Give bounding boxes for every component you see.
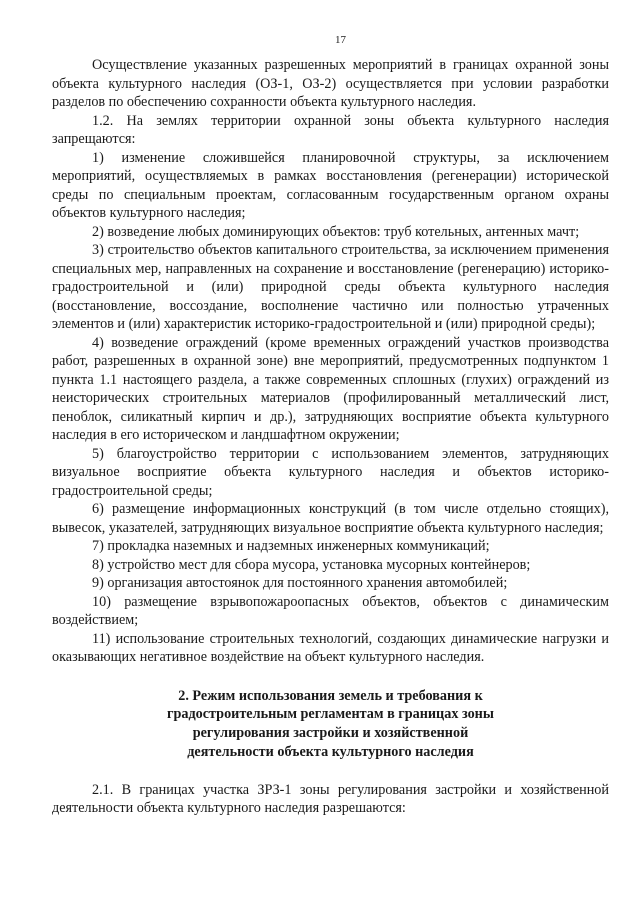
- list-item-prohibition-11: 11) использование строительных технологий, создающих динамические нагрузки и оказывающих негативное воздействие на объект культурного наследия.: [52, 630, 609, 665]
- paragraph-clause-2-1: 2.1. В границах участка ЗРЗ-1 зоны регулирования застройки и хозяйственной деятельности объекта культурного наследия разрешаются:: [52, 781, 609, 817]
- section-heading: [52, 687, 609, 762]
- list-item-prohibition-7: 7) прокладка наземных и надземных инженерных коммуникаций;: [92, 538, 490, 554]
- paragraph-clause-1-2: 1.2. На землях территории охранной зоны объекта культурного наследия запрещаются:: [52, 112, 609, 147]
- list-item-prohibition-10: 10) размещение взрывопожароопасных объектов, объектов с динамическим воздействием;: [52, 593, 609, 628]
- list-item-prohibition-1: 1) изменение сложившейся планировочной структуры, за исключением мероприятий, осуществляемых в рамках восстановления (регенерации) исторической среды по специальным проектам, согласованным государственным органом охраны объектов культурного наследия;: [52, 149, 609, 221]
- list-item-prohibition-4: 4) возведение ограждений (кроме временных ограждений участков производства работ, разрешенных в охранной зоне) вне мероприятий, предусмотренных подпунктом 1 пункта 1.1 настоящего раздела, а также современных сплошных (глухих) ограждений из неисторических строительных материалов (профилированный металлический лист, пеноблок, силикатный кирпич и др.), затрудняющих восприятие объекта культурного наследия в его историческом и ландшафтном окружении;: [52, 334, 609, 443]
- paragraph-intro: Осуществление указанных разрешенных мероприятий в границах охранной зоны объекта культурного наследия (ОЗ-1, ОЗ-2) осуществляется при условии разработки разделов по обеспечению сохранности объекта культурного наследия.: [52, 57, 609, 110]
- section-heading-line: деятельности объекта культурного наследия: [187, 743, 474, 760]
- list-item-prohibition-8: 8) устройство мест для сбора мусора, установка мусорных контейнеров;: [92, 556, 531, 573]
- list-item-prohibition-2: 2) возведение любых доминирующих объектов: труб котельных, антенных мачт;: [92, 223, 580, 240]
- document-body: [52, 56, 609, 818]
- list-item-prohibition-3: 3) строительство объектов капитального строительства, за исключением применения специальных мер, направленных на сохранение и восстановление (регенерацию) историко-градостроительной и (или) природной среды объекта культурного наследия (восстановление, воссоздание, восполнение частично или полностью утраченных элементов и (или) характеристик историко-градостроительной и (или) природной среды);: [52, 242, 609, 332]
- section-heading-line: регулирования застройки и хозяйственной: [192, 725, 469, 742]
- page-number: 17: [335, 34, 346, 46]
- section-heading-line: градостроительным регламентам в границах зоны: [167, 706, 494, 723]
- section-heading-line: 2. Режим использования земель и требования к: [178, 687, 483, 704]
- list-item-prohibition-9: 9) организация автостоянок для постоянного хранения автомобилей;: [92, 575, 508, 591]
- list-item-prohibition-5: 5) благоустройство территории с использованием элементов, затрудняющих визуальное восприятие объекта культурного наследия и объектов историко-градостроительной среды;: [52, 445, 609, 499]
- list-item-prohibition-6: 6) размещение информационных конструкций (в том числе отдельно стоящих), вывесок, указателей, затрудняющих визуальное восприятие объекта культурного наследия;: [52, 501, 609, 536]
